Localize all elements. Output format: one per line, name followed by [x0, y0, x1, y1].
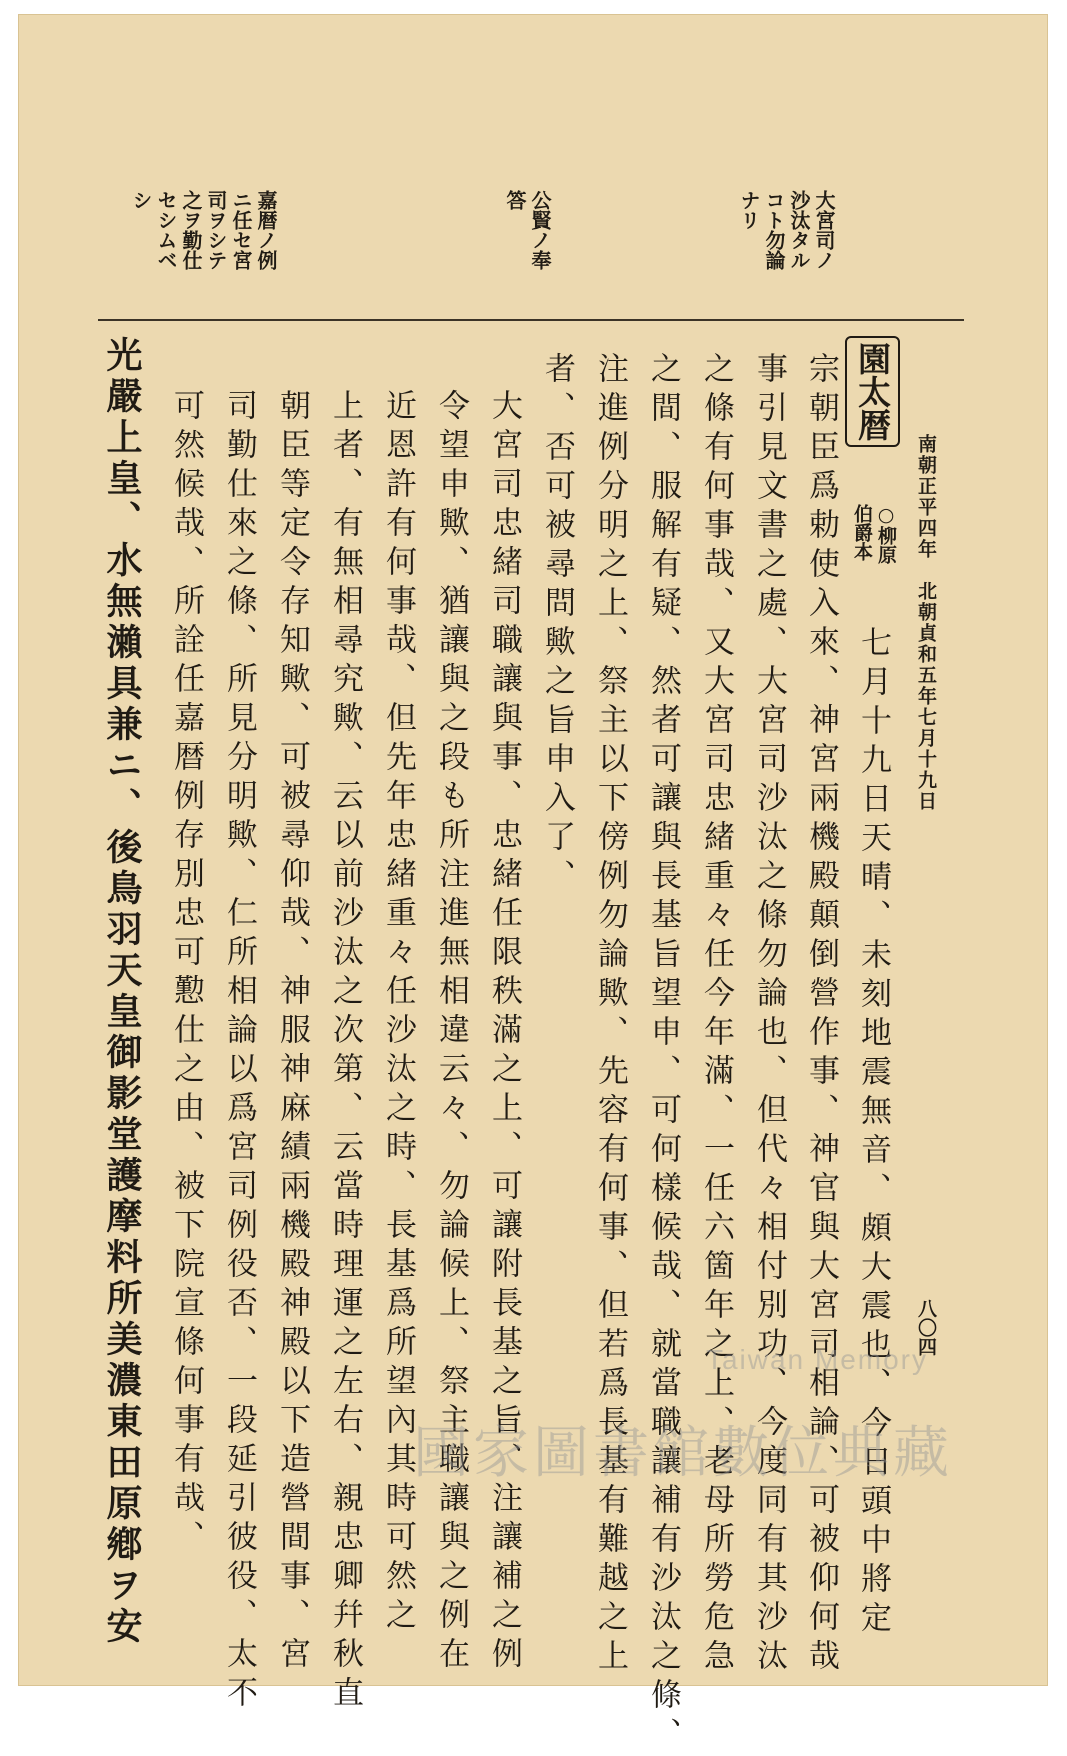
text-column: 注進例分明之上、祭主以下傍例勿論歟、先容有何事、但若爲長基有難越之上 — [592, 352, 628, 1678]
text-column: 司勤仕來之條、所見分明歟、仁所相論以爲宮司例役否、一段延引彼役、太不 — [221, 389, 257, 1715]
watermark-en: Taiwan Memory — [705, 1344, 928, 1375]
source-citation: 園太暦 — [845, 336, 900, 447]
text-column: 之條有何事哉、又大宮司忠緒重々任今年滿、一任六箇年之上、老母所勞危急 — [698, 352, 734, 1678]
text-column: 事引見文書之處、大宮司沙汰之條勿論也、但代々相付別功、今度同有其沙汰 — [751, 352, 787, 1678]
text-column: 朝臣等定令存知歟、可被尋仰哉、神服神麻績兩機殿神殿以下造營間事、宮 — [274, 389, 310, 1676]
document-page — [18, 14, 1048, 1756]
text-column: 上者、有無相尋究歟、云以前沙汰之次第、云當時理運之左右、親忠卿幷秋直 — [327, 389, 363, 1715]
text-column: 之間、服解有疑、然者可讓與長基旨望申、可何樣候哉、就當職讓補有沙汰之條、 — [645, 352, 681, 1756]
watermark-cn: 國家圖書館數位典藏 — [413, 1421, 953, 1486]
section-divider — [98, 319, 964, 321]
text-column-heading: 光嚴上皇、水無瀨具兼ニ、後鳥羽天皇御影堂護摩料所美濃東田原鄕ヲ安 — [101, 336, 143, 1648]
text-column: 者、否可被尋問歟之旨申入了、 — [539, 352, 575, 898]
margin-note-1: 大宮司ノ 沙汰タル コト勿論 ナリ — [737, 190, 836, 270]
page-number: 八〇四 — [915, 1299, 937, 1356]
era-header: 南朝正平四年 北朝貞和五年七月十九日 — [915, 434, 937, 812]
text-column: 七月十九日天晴、未刻地震無音、頗大震也、今日頭中將定 — [855, 626, 891, 1640]
text-column: 可然候哉、所詮任嘉暦例存別忠可懃仕之由、被下院宣條何事有哉、 — [168, 389, 204, 1559]
text-column: 宗朝臣爲勅使入來、神宮兩機殿顛倒營作事、神官與大宮司相論、可被仰何哉 — [803, 352, 839, 1678]
text-column: 令望申歟、猶讓與之段も所注進無相違云々、勿論候上、祭主職讓與之例在 — [433, 389, 469, 1676]
text-column: 大宮司忠緒司職讓與事、忠緒任限秩滿之上、可讓附長基之旨、注讓補之例 — [486, 389, 522, 1676]
text-column: 近恩許有何事哉、但先年忠緒重々任沙汰之時、長基爲所望內其時可然之 — [380, 389, 416, 1637]
source-edition: ○柳原 伯爵本 — [851, 504, 897, 564]
margin-note-2: 公賢ノ奉 答 — [503, 190, 552, 270]
margin-note-3: 嘉暦ノ例 ニ任セ宮 司ヲシテ 之ヲ勤仕 セシムベ シ — [129, 190, 278, 270]
